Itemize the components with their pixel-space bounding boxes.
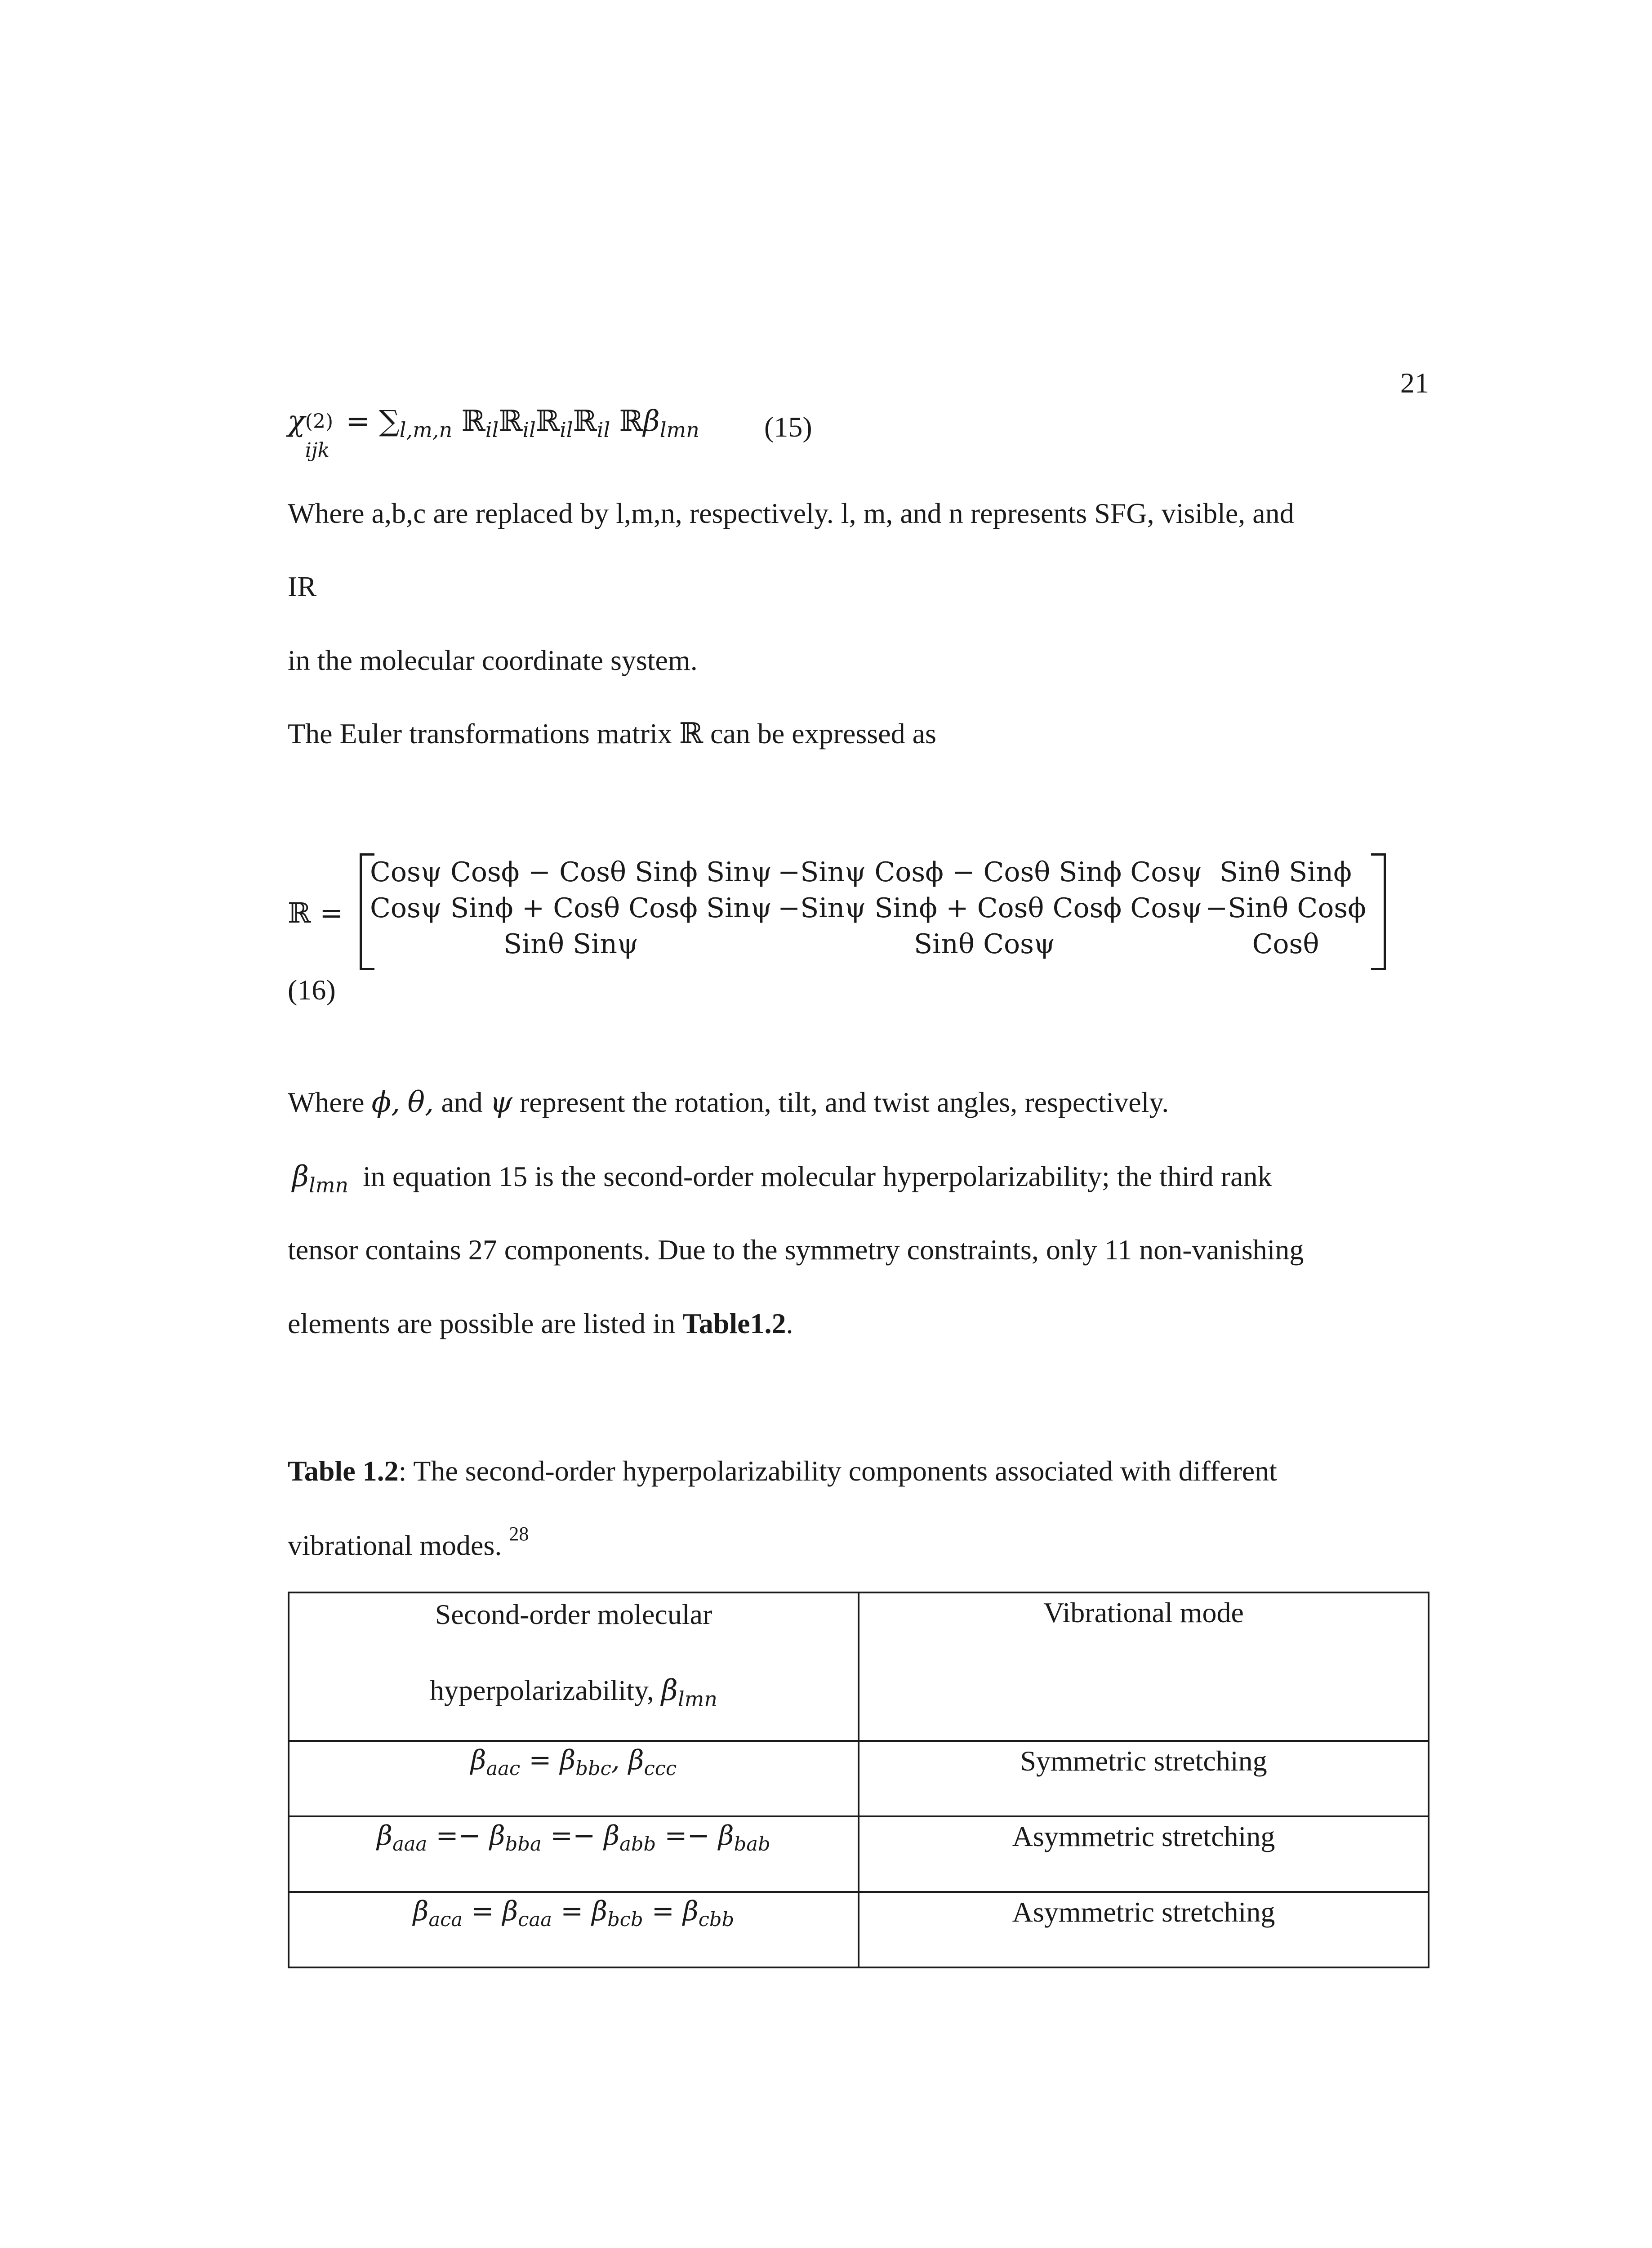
matrix-r1c2: −Sinθ Cosϕ	[1205, 892, 1367, 924]
header-col2: Vibrational mode	[859, 1592, 1429, 1741]
para4-line1-text: in equation 15 is the second-order molecular hyperpolarizability; the third rank	[363, 1160, 1272, 1192]
row2-mode: Asymmetric stretching	[859, 1816, 1429, 1892]
beta-lmn-symbol: β	[292, 1160, 309, 1193]
chi-subscript: ijk	[305, 439, 330, 462]
page-number: 21	[1400, 367, 1429, 399]
equation-16-number: (16)	[288, 974, 336, 1006]
caption-text: : The second-order hyperpolarizability components associated with different	[398, 1455, 1277, 1487]
table-header-row	[289, 1592, 1429, 1741]
r-subscript-1: il	[485, 417, 499, 442]
r-subscript-2: il	[522, 417, 536, 442]
psi-symbol: ψ	[490, 1086, 512, 1119]
matrix-r0c1: −Sinψ Cosϕ − Cosθ Sinϕ Cosψ	[778, 856, 1202, 888]
header-col1-line2	[298, 1674, 849, 1711]
para4-line3-pre: elements are possible are listed in	[288, 1307, 682, 1339]
r-symbol-2: ℝ	[499, 405, 523, 438]
matrix-r0c0: Cosψ Cosϕ − Cosθ Sinϕ Sinψ	[370, 856, 772, 888]
chi-superscript: (2)	[305, 410, 334, 433]
para4-line2: tensor contains 27 components. Due to the symmetry constraints, only 11 non-vanishing	[288, 1234, 1304, 1266]
equation-15-number: (15)	[764, 411, 812, 443]
chi-symbol: χ	[288, 405, 305, 438]
table-caption-line2	[288, 1523, 529, 1561]
matrix-r0c2: Sinθ Sinϕ	[1220, 856, 1352, 888]
equals-sign: =	[346, 405, 370, 438]
header-col1-line1: Second-order molecular	[435, 1598, 712, 1630]
para1-line2: IR	[288, 571, 316, 602]
table-row	[289, 1741, 1429, 1816]
caption-label: Table 1.2	[288, 1455, 399, 1487]
row1-mode: Symmetric stretching	[859, 1741, 1429, 1816]
row2-formula: $\beta_{aaa} =- \beta_{bba} =- \beta_{abb} =- \beta_{bab}$	[289, 1816, 859, 1892]
r-subscript-3: il	[560, 417, 573, 442]
theta-symbol: θ,	[407, 1086, 434, 1119]
r-symbol-1: ℝ	[461, 405, 485, 438]
r-symbol-4: ℝ	[573, 405, 597, 438]
table-row	[289, 1816, 1429, 1892]
beta-subscript: lmn	[659, 417, 699, 442]
hyperpolarizability-table	[288, 1592, 1429, 1968]
header-beta-symbol: β	[661, 1674, 678, 1707]
matrix-lhs: ℝ =	[288, 897, 343, 929]
r-symbol-3: ℝ	[535, 405, 560, 438]
para3-pre: Where	[288, 1086, 372, 1118]
beta-lmn-subscript: lmn	[309, 1173, 349, 1197]
para3	[288, 1088, 1169, 1117]
header-col1-text: hyperpolarizability,	[430, 1674, 654, 1706]
beta-symbol: β	[643, 405, 660, 438]
row3-mode: Asymmetric stretching	[859, 1892, 1429, 1967]
table-caption-line1	[288, 1457, 1277, 1485]
matrix-r2c0: Sinθ Sinψ	[503, 928, 639, 960]
caption-text-2: vibrational modes.	[288, 1529, 502, 1561]
matrix-right-bracket	[1371, 853, 1386, 970]
para3-and: and	[434, 1086, 490, 1118]
matrix-r2c1: Sinθ Cosψ	[913, 928, 1055, 960]
header-beta-subscript: lmn	[677, 1686, 717, 1711]
para4-line3	[288, 1309, 793, 1338]
matrix-r2c2: Cosθ	[1252, 928, 1319, 960]
matrix-r1c1: −Sinψ Sinϕ + Cosθ Cosϕ Cosψ	[778, 892, 1202, 924]
para3-post: represent the rotation, tilt, and twist angles, respectively.	[512, 1086, 1169, 1118]
para2: The Euler transformations matrix ℝ can be expressed as	[288, 718, 936, 749]
row3-formula: $\beta_{aca} = \beta_{caa} = \beta_{bcb} = \beta_{cbb}$	[289, 1892, 859, 1967]
r-subscript-4: il	[597, 417, 610, 442]
para1-line1: Where a,b,c are replaced by l,m,n, respectively. l, m, and n represents SFG, visible, and	[288, 497, 1294, 529]
r-symbol-5: ℝ	[619, 405, 643, 438]
header-col1	[289, 1592, 859, 1741]
matrix-r1c0: Cosψ Sinϕ + Cosθ Cosϕ Sinψ	[370, 892, 772, 924]
sum-symbol: ∑	[379, 405, 400, 438]
para4-line3-post: .	[786, 1307, 793, 1339]
table-reference: Table1.2	[682, 1307, 786, 1339]
euler-matrix	[288, 850, 1385, 967]
phi-symbol: ϕ,	[371, 1086, 401, 1119]
para4-line1	[292, 1162, 1272, 1195]
row1-formula: $\beta_{aac} = \beta_{bbc}$, $\beta_{ccc}$	[289, 1741, 859, 1816]
table-row	[289, 1892, 1429, 1967]
para1-line3: in the molecular coordinate system.	[288, 644, 698, 676]
sum-subscript: l,m,n	[399, 417, 453, 442]
caption-reference: 28	[509, 1523, 529, 1545]
equation-15	[288, 405, 699, 462]
